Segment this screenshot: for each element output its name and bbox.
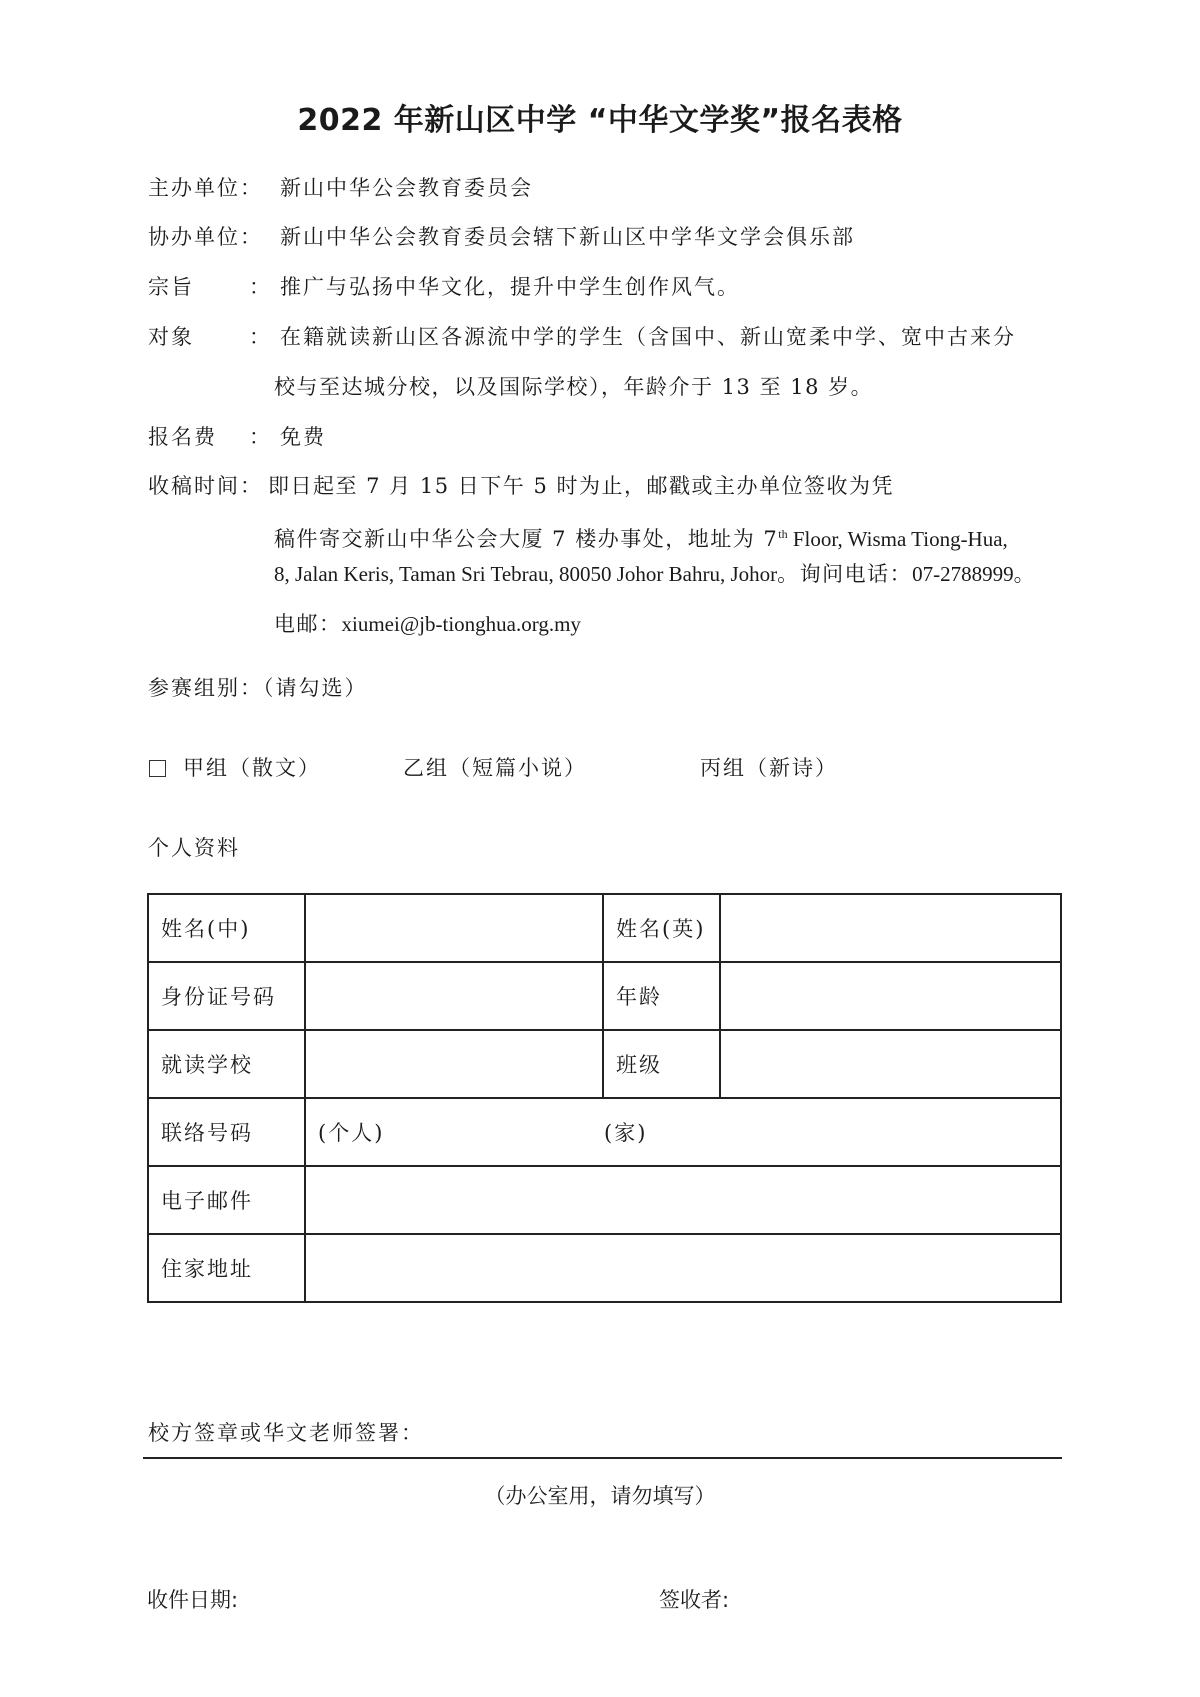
address-line1-sup: th xyxy=(778,527,788,541)
target-value-line1: 在籍就读新山区各源流中学的学生（含国中、新山宽柔中学、宽中古来分 xyxy=(280,325,1016,349)
address-line1-en: Floor, Wisma Tiong-Hua, xyxy=(787,527,1008,551)
age-label: 年龄 xyxy=(603,962,720,1030)
name-en-label: 姓名(英) xyxy=(603,894,720,962)
address-label: 住家地址 xyxy=(148,1234,305,1302)
group-option-a[interactable]: 甲组（散文） xyxy=(183,756,321,780)
target-colon: ： xyxy=(249,325,272,349)
table-row xyxy=(148,894,1061,962)
email-field[interactable] xyxy=(305,1166,1061,1234)
signature-label: 校方签章或华文老师签署： xyxy=(148,1421,424,1445)
school-field[interactable] xyxy=(305,1030,603,1098)
objective-label: 宗旨 xyxy=(148,275,194,299)
table-row xyxy=(148,1234,1061,1302)
ic-label: 身份证号码 xyxy=(148,962,305,1030)
address-field[interactable] xyxy=(305,1234,1061,1302)
contact-personal-label: (个人) xyxy=(318,1121,385,1145)
page-title: 2022 年新山区中学 “中华文学奖”报名表格 xyxy=(297,103,903,138)
phone-number: 07-2788999 xyxy=(912,562,1014,586)
fee-label: 报名费 xyxy=(148,425,217,449)
table-row xyxy=(148,1098,1061,1166)
groups-label: 参赛组别：（请勾选） xyxy=(148,676,368,700)
group-option-c[interactable]: 丙组（新诗） xyxy=(700,756,838,780)
objective-colon: ： xyxy=(249,275,272,299)
class-label: 班级 xyxy=(603,1030,720,1098)
office-note: （办公室用，请勿填写） xyxy=(484,1484,716,1508)
email-line xyxy=(274,608,581,638)
school-label: 就读学校 xyxy=(148,1030,305,1098)
address-line1 xyxy=(274,523,1008,553)
objective-value: 推广与弘扬中华文化，提升中学生创作风气。 xyxy=(280,275,740,299)
received-date-label: 收件日期: xyxy=(147,1588,239,1612)
contact-field[interactable] xyxy=(305,1098,1061,1166)
organizer-value: 新山中华公会教育委员会 xyxy=(280,176,533,200)
group-option-b[interactable]: 乙组（短篇小说） xyxy=(403,756,587,780)
deadline-value: 即日起至 7 月 15 日下午 5 时为止，邮戳或主办单位签收为凭 xyxy=(268,474,894,498)
group-checkbox[interactable] xyxy=(149,760,166,777)
email-label-cell: 电子邮件 xyxy=(148,1166,305,1234)
name-cn-label: 姓名(中) xyxy=(148,894,305,962)
table-row xyxy=(148,1030,1061,1098)
organizer-label: 主办单位： xyxy=(148,176,263,200)
co-organizer-value: 新山中华公会教育委员会辖下新山区中学华文学会俱乐部 xyxy=(280,225,855,249)
personal-heading: 个人资料 xyxy=(148,836,240,860)
fee-value: 免费 xyxy=(280,425,326,449)
table-row xyxy=(148,1166,1061,1234)
email-address: xiumei@jb-tionghua.org.my xyxy=(341,612,581,636)
deadline-label: 收稿时间： xyxy=(148,474,263,498)
fee-colon: ： xyxy=(249,425,272,449)
co-organizer-label: 协办单位： xyxy=(148,225,263,249)
contact-label: 联络号码 xyxy=(148,1098,305,1166)
contact-home-label: (家) xyxy=(604,1121,648,1145)
name-en-field[interactable] xyxy=(720,894,1061,962)
address-line2-cn: 。询问电话： xyxy=(777,562,913,586)
ic-field[interactable] xyxy=(305,962,603,1030)
address-line2-end: 。 xyxy=(1013,562,1037,586)
target-label: 对象 xyxy=(148,325,194,349)
table-row xyxy=(148,962,1061,1030)
name-cn-field[interactable] xyxy=(305,894,603,962)
email-label: 电邮： xyxy=(274,612,342,636)
received-by-label: 签收者: xyxy=(659,1588,730,1612)
signature-line xyxy=(143,1457,1062,1459)
personal-info-table xyxy=(147,893,1062,1303)
age-field[interactable] xyxy=(720,962,1061,1030)
class-field[interactable] xyxy=(720,1030,1061,1098)
address-line1-cn: 稿件寄交新山中华公会大厦 7 楼办事处，地址为 7 xyxy=(274,527,779,551)
address-line2-en: 8, Jalan Keris, Taman Sri Tebrau, 80050 Johor Bahru, Johor xyxy=(274,562,778,586)
address-line2 xyxy=(274,558,1036,588)
target-value-line2: 校与至达城分校，以及国际学校），年龄介于 13 至 18 岁。 xyxy=(274,375,874,399)
